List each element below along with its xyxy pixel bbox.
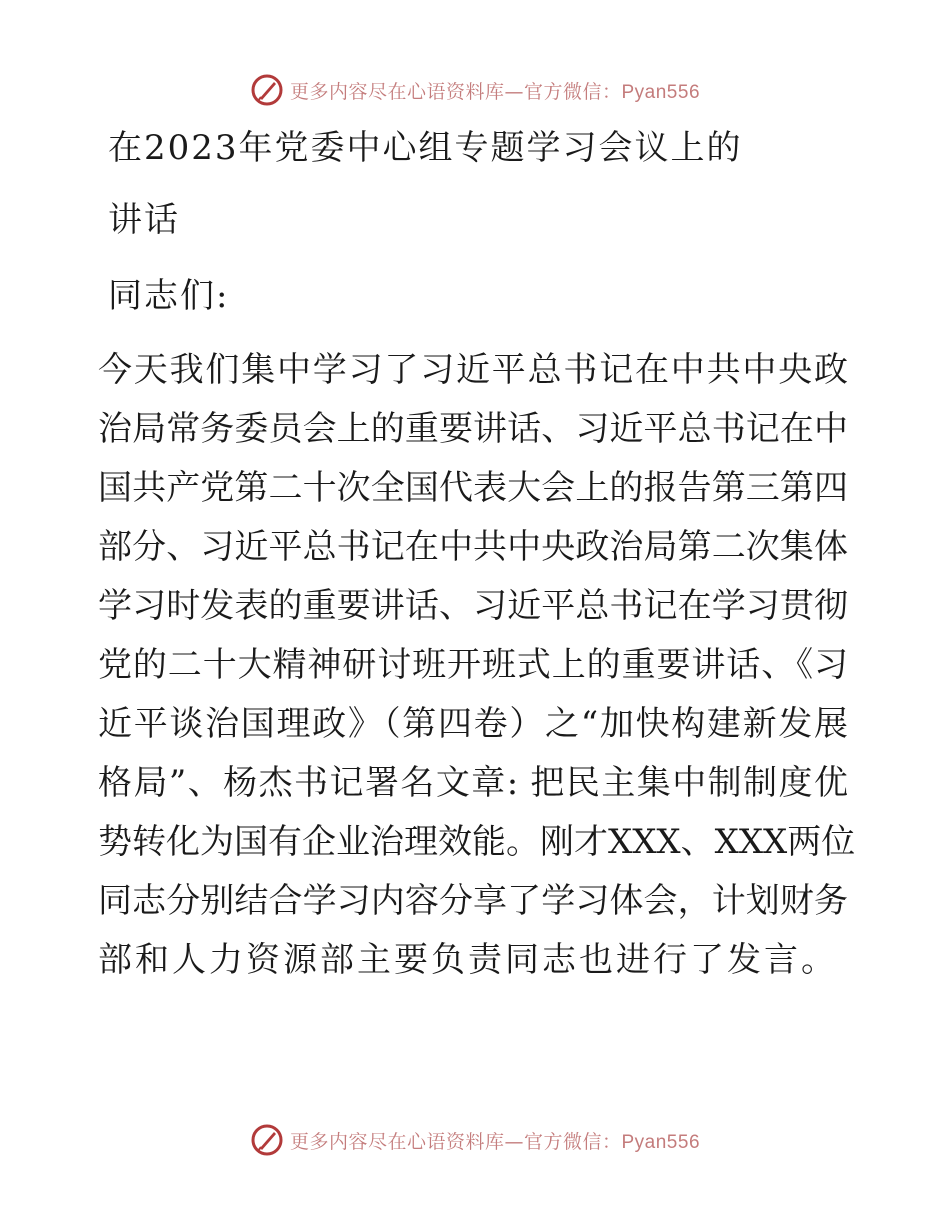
paragraph-line: 今天我们集中学习了习近平总书记在中共中央政 (98, 350, 848, 390)
watermark-account: Pyan556 (621, 81, 701, 103)
paragraph-line: 同志分别结合学习内容分享了学习体会，计划财务 (98, 881, 848, 921)
watermark-account: Pyan556 (621, 1131, 701, 1153)
paragraph-line: 近平谈治国理政》（第四卷）之“加快构建新发展 (98, 704, 848, 744)
watermark-header (0, 70, 950, 110)
paragraph-line: 部和人力资源部主要负责同志也进行了发言。 (98, 940, 838, 980)
paragraph-line: 国共产党第二十次全国代表大会上的报告第三第四 (98, 468, 848, 508)
watermark-prefix: 更多内容尽在心语资料库—官方微信： (289, 80, 622, 103)
paragraph-line: 格局”、杨杰书记署名文章: 把民主集中制制度优 (98, 763, 848, 803)
watermark-prefix: 更多内容尽在心语资料库—官方微信： (289, 1130, 622, 1153)
document-title-line-1: 在2023年党委中心组专题学习会议上的 (108, 128, 743, 168)
quill-logo-icon (250, 1123, 284, 1157)
watermark-text (290, 77, 700, 104)
quill-logo-icon (250, 73, 284, 107)
paragraph-line: 治局常务委员会上的重要讲话、习近平总书记在中 (98, 409, 848, 449)
salutation: 同志们: (108, 276, 230, 316)
watermark-text (290, 1127, 700, 1154)
paragraph-line: 党的二十大精神研讨班开班式上的重要讲话、《习 (98, 645, 848, 685)
paragraph-line: 势转化为国有企业治理效能。刚才XXX、XXX两位 (98, 822, 856, 862)
document-title-line-2: 讲话 (108, 200, 180, 240)
watermark-footer (0, 1120, 950, 1160)
paragraph-line: 学习时发表的重要讲话、习近平总书记在学习贯彻 (98, 586, 848, 626)
paragraph-line: 部分、习近平总书记在中共中央政治局第二次集体 (98, 527, 848, 567)
